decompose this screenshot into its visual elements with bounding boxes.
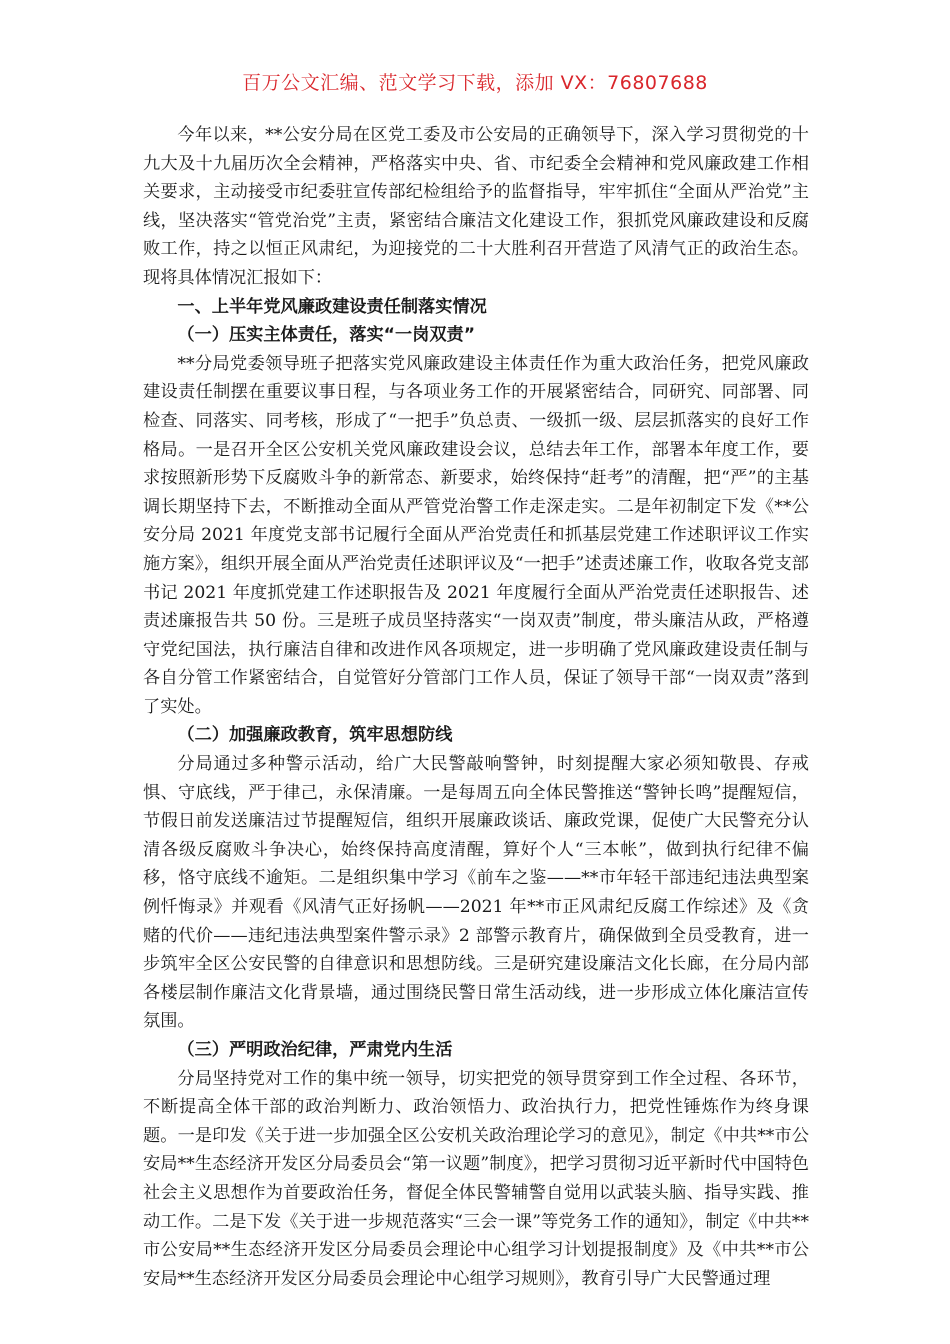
header-banner: 百万公文汇编、范文学习下载，添加 VX：76807688 [242,72,708,94]
subsection-heading: （三）严明政治纪律，严肃党内生活 [177,1040,453,1060]
subsection-heading: （一）压实主体责任，落实“一岗双责” [177,325,475,346]
subsection-heading: （二）加强廉政教育，筑牢思想防线 [177,725,453,746]
intro-paragraph: 今年以来，**公安分局在区党工委及市公安局的正确领导下，深入学习贯彻党的十九大及十九届历次全会精神，严格落实中央、省、市纪委全会精神和党风廉政建工作相关要求，主动接受市纪委驻宣传部纪检组给予的监督指导，牢牢抓住“全面从严治党”主线，坚决落实“管党治党”主责，紧密结合廉洁文化建设工作，狠抓党风廉政建设和反腐败工作，持之以恒正风肃纪，为迎接党的二十大胜利召开营造了风清气正的政治生态。现将具体情况汇报如下： [143,125,809,288]
document-body [143,121,809,1293]
subsection-paragraph: **分局党委领导班子把落实党风廉政建设主体责任作为重大政治任务，把党风廉政建设责任制摆在重要议事日程，与各项业务工作的开展紧密结合，同研究、同部署、同检查、同落实、同考核，形成了“一把手”负总责、一级抓一级、层层抓落实的良好工作格局。一是召开全区公安机关党风廉政建设会议，总结去年工作，部署本年度工作，要求按照新形势下反腐败斗争的新常态、新要求，始终保持“赶考”的清醒，把“严”的主基调长期坚持下去，不断推动全面从严管党治警工作走深走实。二是年初制定下发《**公安分局 2021 年度党支部书记履行全面从严治党责任和抓基层党建工作述职评议工作实施方案》，组织开展全面从严治党责任述职评议及“一把手”述责述廉工作，收取各党支部书记 2021 年度抓党建工作述职报告及 2021 年度履行全面从严治党责任述职报告、述责述廉报告共 50 份。三是班子成员坚持落实“一岗双责”制度，带头廉洁从政，严格遵守党纪国法，执行廉洁自律和改进作风各项规定，进一步明确了党风廉政建设责任制与各自分管工作紧密结合，自觉管好分管部门工作人员，保证了领导干部“一岗双责”落到了实处。 [143,353,809,717]
subsection-paragraph: 分局坚持党对工作的集中统一领导，切实把党的领导贯穿到工作全过程、各环节，不断提高全体干部的政治判断力、政治领悟力、政治执行力，把党性锤炼作为终身课题。一是印发《关于进一步加强全区公安机关政治理论学习的意见》，制定《中共**市公安局**生态经济开发区分局委员会“第一议题”制度》，把学习贯彻习近平新时代中国特色社会主义思想作为首要政治任务，督促全体民警辅警自觉用以武装头脑、指导实践、推动工作。二是下发《关于进一步规范落实“三会一课”等党务工作的通知》，制定《中共**市公安局**生态经济开发区分局委员会理论中心组学习计划提报制度》及《中共**市公安局**生态经济开发区分局委员会理论中心组学习规则》，教育引导广大民警通过理 [143,1068,809,1289]
section-heading: 一、上半年党风廉政建设责任制落实情况 [177,296,487,317]
subsection-paragraph: 分局通过多种警示活动，给广大民警敲响警钟，时刻提醒大家必须知敬畏、存戒惧、守底线，严于律己，永保清廉。一是每周五向全体民警推送“警钟长鸣”提醒短信，节假日前发送廉洁过节提醒短信，组织开展廉政谈话、廉政党课，促使广大民警充分认清各级反腐败斗争决心，始终保持高度清醒，算好个人“三本帐”，做到执行纪律不偏移，恪守底线不逾矩。二是组织集中学习《前车之鉴——**市年轻干部违纪违法典型案例忏悔录》并观看《风清气正好扬帆——2021 年**市正风肃纪反腐工作综述》及《贪赌的代价——违纪违法典型案件警示录》2 部警示教育片，确保做到全员受教育，进一步筑牢全区公安民警的自律意识和思想防线。三是研究建设廉洁文化长廊，在分局内部各楼层制作廉洁文化背景墙，通过围绕民警日常生活动线，进一步形成立体化廉洁宣传氛围。 [143,754,809,1032]
